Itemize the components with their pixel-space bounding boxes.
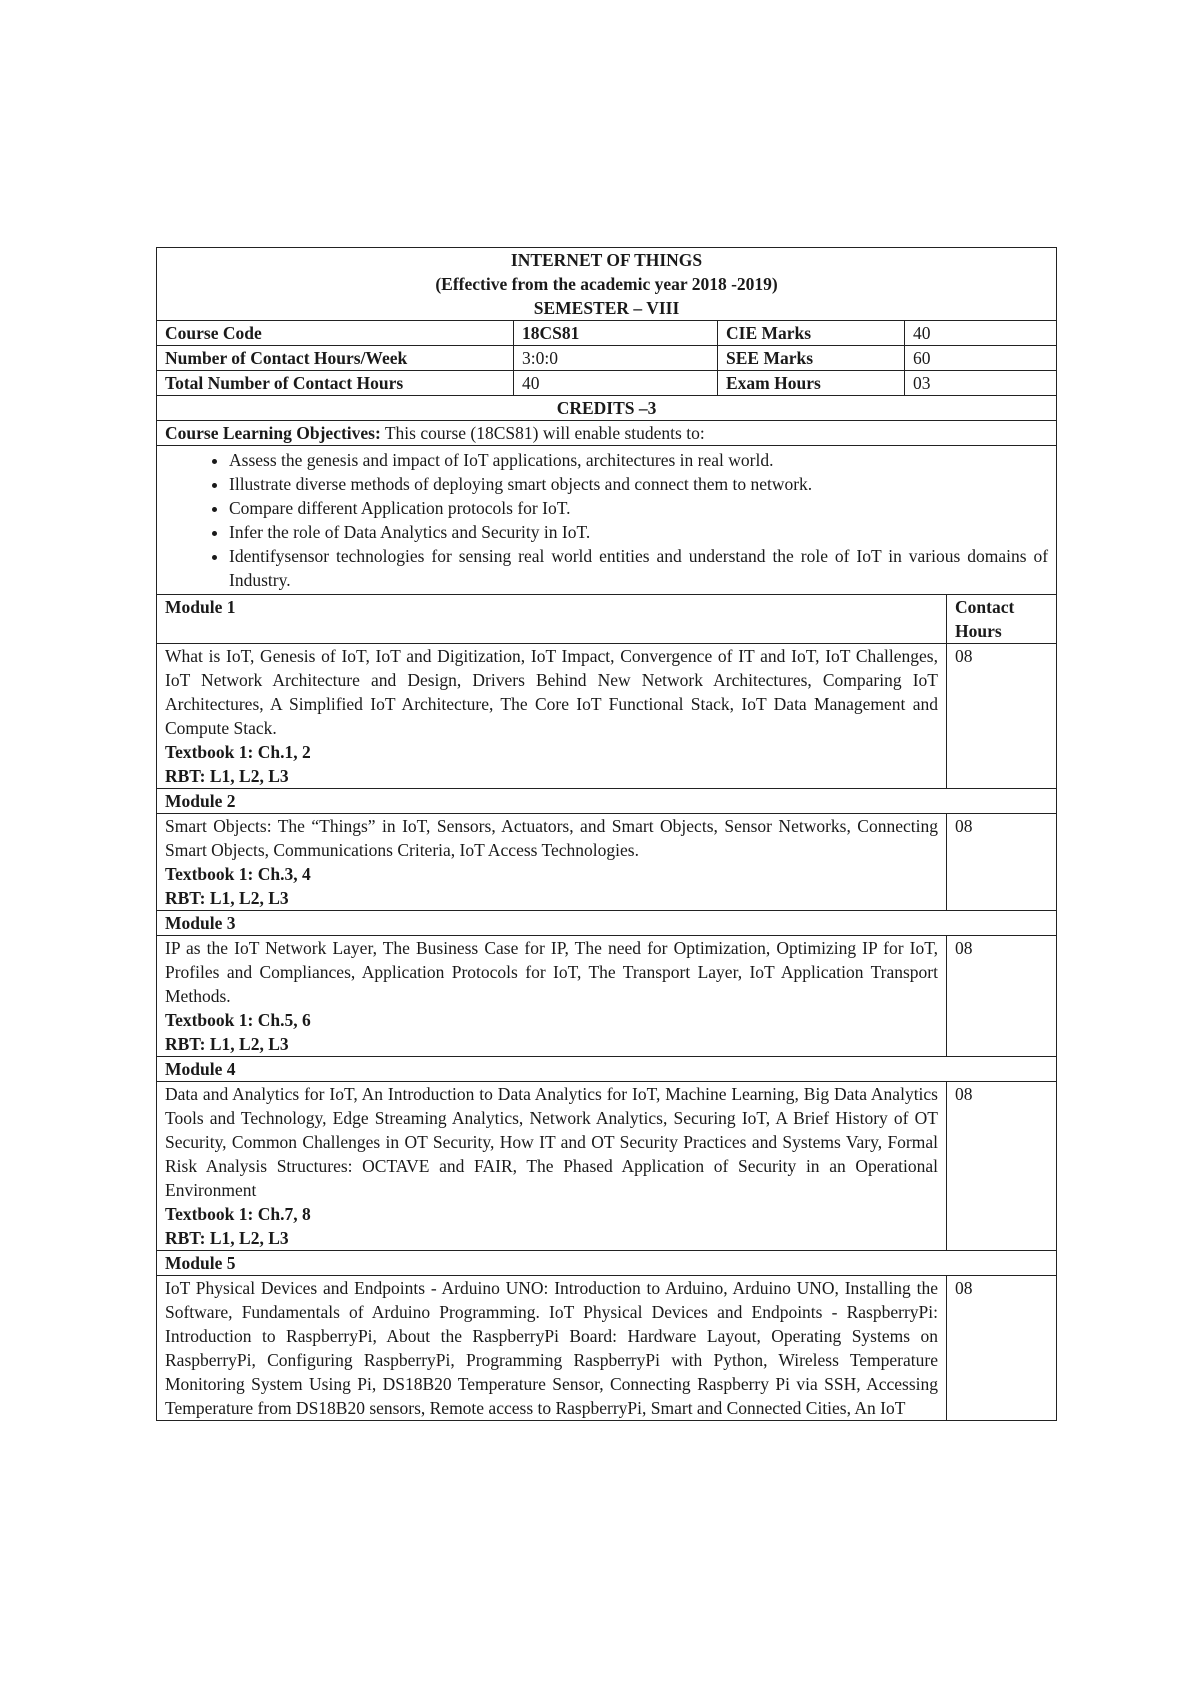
info-row (157, 321, 1057, 346)
module-content: What is IoT, Genesis of IoT, IoT and Digitization, IoT Impact, Convergence of IT and IoT, IoT Challenges, IoT Network Architecture and Design, Drivers Behind New Network Architectures, Comparing IoT Architectures, A Simplified IoT Architecture, The Core IoT Functional Stack, IoT Data Management and Compute Stack. (165, 646, 938, 738)
objective-item: • Identifysensor technologies for sensing real world entities and understand the role of IoT in various domains of Industry. (229, 544, 1048, 592)
module-textbook: Textbook 1: Ch.5, 6 (165, 1010, 311, 1030)
info-label2: CIE Marks (718, 321, 905, 346)
module-rbt: RBT: L1, L2, L3 (165, 1034, 289, 1054)
module-hours: 08 (947, 814, 1057, 911)
objectives-list (165, 448, 1048, 592)
module-content-row (157, 1276, 1057, 1421)
module-title: Module 4 (157, 1057, 1057, 1082)
module-title-row (157, 1251, 1057, 1276)
module-title: Module 3 (157, 911, 1057, 936)
course-title: INTERNET OF THINGS (510, 250, 703, 270)
module-content: Data and Analytics for IoT, An Introduction to Data Analytics for IoT, Machine Learning, Big Data Analytics Tools and Technology, Edge Streaming Analytics, Network Analytics, Securing IoT, A Brief History of OT Security, Common Challenges in OT Security, How IT and OT Security Practices and Systems Vary, Formal Risk Analysis Structures: OCTAVE and FAIR, The Phased Application of Security in an Operational Environment (165, 1084, 938, 1200)
objectives-label-row (157, 421, 1057, 446)
objective-item: • Compare different Application protocols for IoT. (229, 496, 1048, 520)
objectives-list-cell (157, 446, 1057, 595)
module-title: Module 5 (157, 1251, 1057, 1276)
objective-item: • Illustrate diverse methods of deploying smart objects and connect them to network. (229, 472, 1048, 496)
info-value: 18CS81 (514, 321, 718, 346)
module-content-cell (157, 644, 947, 789)
objectives-intro: This course (18CS81) will enable students to: (380, 423, 705, 443)
module-title-row (157, 789, 1057, 814)
info-label: Total Number of Contact Hours (157, 371, 514, 396)
module-textbook: Textbook 1: Ch.7, 8 (165, 1204, 311, 1224)
module-content-cell (157, 814, 947, 911)
info-label: Number of Contact Hours/Week (157, 346, 514, 371)
info-label2: SEE Marks (718, 346, 905, 371)
module-rbt: RBT: L1, L2, L3 (165, 766, 289, 786)
module-content: IoT Physical Devices and Endpoints - Arduino UNO: Introduction to Arduino, Arduino UNO, Installing the Software, Fundamentals of Arduino Programming. IoT Physical Devices and Endpoints - RaspberryPi: Introduction to RaspberryPi, About the RaspberryPi Board: Hardware Layout, Operating Systems on RaspberryPi, Configuring RaspberryPi, Programming RaspberryPi with Python, Wireless Temperature Monitoring System Using Pi, DS18B20 Temperature Sensor, Connecting Raspberry Pi via SSH, Accessing Temperature from DS18B20 sensors, Remote access to RaspberryPi, Smart and Connected Cities, An IoT (165, 1278, 938, 1418)
credits: CREDITS –3 (157, 396, 1057, 421)
module-title: Module 1 (157, 595, 947, 644)
objective-item: • Infer the role of Data Analytics and Security in IoT. (229, 520, 1048, 544)
header-cell (157, 248, 1057, 321)
module-content: Smart Objects: The “Things” in IoT, Sensors, Actuators, and Smart Objects, Sensor Networks, Connecting Smart Objects, Communications Criteria, IoT Access Technologies. (165, 816, 938, 860)
module-content: IP as the IoT Network Layer, The Business Case for IP, The need for Optimization, Optimizing IP for IoT, Profiles and Compliances, Application Protocols for IoT, The Transport Layer, IoT Application Transport Methods. (165, 938, 938, 1006)
info-value2: 60 (905, 346, 1057, 371)
info-value2: 03 (905, 371, 1057, 396)
module-rbt: RBT: L1, L2, L3 (165, 1228, 289, 1248)
syllabus-page (156, 247, 1056, 1421)
info-label2: Exam Hours (718, 371, 905, 396)
module-rbt: RBT: L1, L2, L3 (165, 888, 289, 908)
module-content-cell (157, 1082, 947, 1251)
module-content-row (157, 1082, 1057, 1251)
info-value2: 40 (905, 321, 1057, 346)
module-title: Module 2 (157, 789, 1057, 814)
module-textbook: Textbook 1: Ch.3, 4 (165, 864, 311, 884)
module-content-row (157, 936, 1057, 1057)
module-hours: 08 (947, 936, 1057, 1057)
objectives-heading (157, 421, 1057, 446)
module-title-row (157, 911, 1057, 936)
module-hours: 08 (947, 1082, 1057, 1251)
module-title-row (157, 1057, 1057, 1082)
module-content-row (157, 644, 1057, 789)
module-textbook: Textbook 1: Ch.1, 2 (165, 742, 311, 762)
module-content-cell (157, 936, 947, 1057)
info-value: 3:0:0 (514, 346, 718, 371)
module-title-row (157, 595, 1057, 644)
info-row (157, 371, 1057, 396)
module-content-row (157, 814, 1057, 911)
syllabus-table (156, 247, 1057, 1421)
info-value: 40 (514, 371, 718, 396)
header-row (157, 248, 1057, 321)
module-hours: 08 (947, 1276, 1057, 1421)
contact-hours-header: Contact Hours (947, 595, 1057, 644)
module-content-cell (157, 1276, 947, 1421)
effective-year: (Effective from the academic year 2018 -2019) (435, 274, 778, 294)
semester: SEMESTER – VIII (533, 298, 680, 318)
info-row (157, 346, 1057, 371)
objective-item: • Assess the genesis and impact of IoT applications, architectures in real world. (229, 448, 1048, 472)
objectives-label: Course Learning Objectives: (165, 423, 381, 443)
credits-row (157, 396, 1057, 421)
objectives-list-row (157, 446, 1057, 595)
module-hours: 08 (947, 644, 1057, 789)
info-label: Course Code (157, 321, 514, 346)
